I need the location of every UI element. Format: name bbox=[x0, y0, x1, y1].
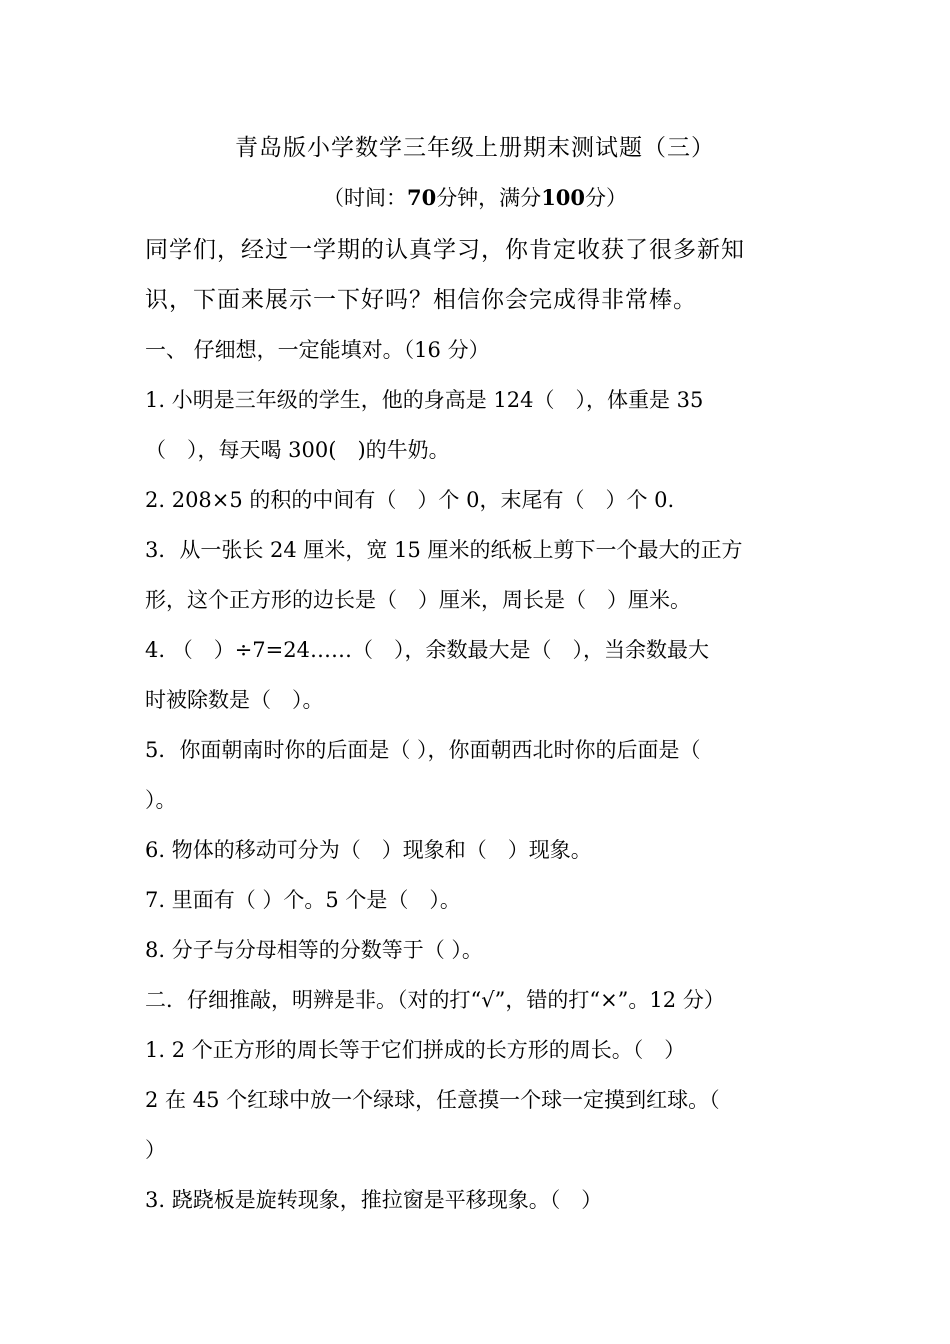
intro-line-1: 同学们，经过一学期的认真学习，你肯定收获了很多新知 bbox=[145, 237, 745, 263]
page-subtitle bbox=[0, 178, 950, 218]
score-value: 100 bbox=[541, 185, 586, 210]
question-line: ） bbox=[145, 1138, 166, 1162]
subtitle-open: （时间： bbox=[322, 186, 407, 210]
section-two-heading: 二．仔细推敲，明辨是非。（对的打“√”，错的打“×”。12 分） bbox=[145, 988, 725, 1012]
question-line: 3．从一张长 24 厘米，宽 15 厘米的纸板上剪下一个最大的正方 bbox=[145, 538, 743, 562]
question-line: 时被除数是（ ）。 bbox=[145, 688, 324, 712]
question-line: 1. 2 个正方形的周长等于它们拼成的长方形的周长。（ ） bbox=[145, 1038, 686, 1062]
question-line: ）。 bbox=[145, 788, 177, 812]
time-value: 70 bbox=[406, 185, 437, 210]
section-one-heading: 一、 仔细想，一定能填对。（16 分） bbox=[145, 338, 490, 362]
question-line: 6. 物体的移动可分为（ ）现象和（ ）现象。 bbox=[145, 838, 592, 862]
question-line: 8. 分子与分母相等的分数等于（ ）。 bbox=[145, 938, 483, 962]
question-line: 形，这个正方形的边长是（ ）厘米，周长是（ ）厘米。 bbox=[145, 588, 691, 612]
question-line: 1. 小明是三年级的学生，他的身高是 124（ ），体重是 35 bbox=[145, 388, 704, 412]
intro-line-2: 识，下面来展示一下好吗？相信你会完成得非常棒。 bbox=[145, 287, 697, 313]
question-line: （ ），每天喝 300( )的牛奶。 bbox=[145, 438, 450, 462]
question-line: 4. （ ）÷7=24……（ ），余数最大是（ ），当余数最大 bbox=[145, 638, 709, 662]
question-line: 2. 208×5 的积的中间有（ ）个 0，末尾有（ ）个 0. bbox=[145, 488, 675, 512]
question-line: 3. 跷跷板是旋转现象，推拉窗是平移现象。（ ） bbox=[145, 1188, 603, 1212]
subtitle-close: 分） bbox=[585, 186, 628, 210]
page-title: 青岛版小学数学三年级上册期末测试题（三） bbox=[235, 135, 715, 161]
question-line: 5．你面朝南时你的后面是（ ），你面朝西北时你的后面是（ bbox=[145, 738, 701, 762]
time-unit: 分钟，满分 bbox=[436, 186, 542, 210]
question-line: 2 在 45 个红球中放一个绿球，任意摸一个球一定摸到红球。（ bbox=[145, 1088, 720, 1112]
question-line: 7. 里面有（ ）个。5 个是（ ）。 bbox=[145, 888, 461, 912]
document-body bbox=[145, 225, 810, 1225]
